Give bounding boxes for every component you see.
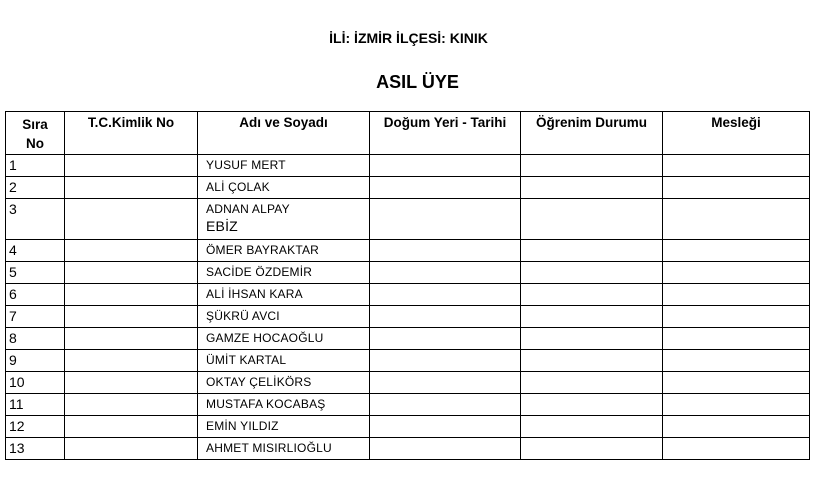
member-name-cell — [198, 350, 370, 372]
member-table — [5, 111, 810, 460]
tc-kimlik-cell — [65, 199, 198, 240]
ogrenim-cell — [521, 240, 663, 262]
meslek-cell — [663, 372, 810, 394]
dogum-cell — [370, 438, 521, 460]
dogum-cell — [370, 306, 521, 328]
column-header-sira-line2: No — [26, 136, 44, 151]
ogrenim-cell — [521, 262, 663, 284]
member-name: ÜMİT KARTAL — [206, 353, 287, 367]
tc-kimlik-cell — [65, 350, 198, 372]
member-name-cell — [198, 199, 370, 240]
member-name: ADNAN ALPAY — [206, 202, 290, 216]
meslek-cell — [663, 416, 810, 438]
column-header-ad-soyad: Adı ve Soyadı — [198, 112, 370, 155]
member-name-cell — [198, 438, 370, 460]
ogrenim-cell — [521, 155, 663, 177]
row-number: 10 — [6, 372, 65, 394]
dogum-cell — [370, 328, 521, 350]
row-number: 8 — [6, 328, 65, 350]
meslek-cell — [663, 262, 810, 284]
meslek-cell — [663, 199, 810, 240]
column-header-meslek: Mesleği — [663, 112, 810, 155]
dogum-cell — [370, 177, 521, 199]
member-name: ALİ İHSAN KARA — [206, 287, 303, 301]
member-name: MUSTAFA KOCABAŞ — [206, 397, 326, 411]
document-header: İLİ: İZMİR İLÇESİ: KINIK — [329, 30, 488, 46]
table-row — [6, 262, 810, 284]
row-number: 11 — [6, 394, 65, 416]
member-name-cell — [198, 284, 370, 306]
column-header-sira-line1: Sıra — [22, 117, 48, 132]
member-name-cell — [198, 416, 370, 438]
tc-kimlik-cell — [65, 155, 198, 177]
member-name-cell — [198, 372, 370, 394]
tc-kimlik-cell — [65, 177, 198, 199]
column-header-ogrenim: Öğrenim Durumu — [521, 112, 663, 155]
table-row — [6, 416, 810, 438]
row-number: 2 — [6, 177, 65, 199]
table-row — [6, 240, 810, 262]
table-row — [6, 438, 810, 460]
meslek-cell — [663, 306, 810, 328]
member-name: ÖMER BAYRAKTAR — [206, 243, 320, 257]
table-row — [6, 350, 810, 372]
row-number: 6 — [6, 284, 65, 306]
dogum-cell — [370, 416, 521, 438]
column-header-sira-no — [6, 112, 65, 155]
member-name-cell — [198, 155, 370, 177]
row-number: 3 — [6, 199, 65, 240]
member-name: ALİ ÇOLAK — [206, 180, 270, 194]
table-row — [6, 155, 810, 177]
page-title: ASIL ÜYE — [376, 72, 459, 92]
ogrenim-cell — [521, 177, 663, 199]
dogum-cell — [370, 350, 521, 372]
member-name-cell — [198, 328, 370, 350]
table-row — [6, 284, 810, 306]
table-row — [6, 199, 810, 240]
member-name: EMİN YILDIZ — [206, 419, 279, 433]
meslek-cell — [663, 438, 810, 460]
member-name: GAMZE HOCAOĞLU — [206, 331, 324, 345]
row-number: 4 — [6, 240, 65, 262]
tc-kimlik-cell — [65, 328, 198, 350]
dogum-cell — [370, 284, 521, 306]
ogrenim-cell — [521, 350, 663, 372]
meslek-cell — [663, 350, 810, 372]
member-name: SACİDE ÖZDEMİR — [206, 265, 313, 279]
meslek-cell — [663, 328, 810, 350]
ogrenim-cell — [521, 438, 663, 460]
member-name: ŞÜKRÜ AVCI — [206, 309, 280, 323]
row-number: 1 — [6, 155, 65, 177]
ogrenim-cell — [521, 306, 663, 328]
tc-kimlik-cell — [65, 306, 198, 328]
row-number: 9 — [6, 350, 65, 372]
tc-kimlik-cell — [65, 438, 198, 460]
member-name: YUSUF MERT — [206, 158, 286, 172]
member-name: OKTAY ÇELİKÖRS — [206, 375, 312, 389]
dogum-cell — [370, 155, 521, 177]
table-body — [6, 155, 810, 460]
column-header-dogum: Doğum Yeri - Tarihi — [370, 112, 521, 155]
table-row — [6, 372, 810, 394]
tc-kimlik-cell — [65, 284, 198, 306]
dogum-cell — [370, 394, 521, 416]
tc-kimlik-cell — [65, 262, 198, 284]
table-row — [6, 394, 810, 416]
tc-kimlik-cell — [65, 372, 198, 394]
table-row — [6, 328, 810, 350]
member-name-cell — [198, 394, 370, 416]
table-row — [6, 306, 810, 328]
tc-kimlik-cell — [65, 416, 198, 438]
dogum-cell — [370, 262, 521, 284]
member-name-cell — [198, 240, 370, 262]
ogrenim-cell — [521, 416, 663, 438]
row-number: 13 — [6, 438, 65, 460]
ogrenim-cell — [521, 328, 663, 350]
tc-kimlik-cell — [65, 394, 198, 416]
member-name-cell — [198, 262, 370, 284]
ogrenim-cell — [521, 372, 663, 394]
column-header-tc-kimlik: T.C.Kimlik No — [65, 112, 198, 155]
table-row — [6, 177, 810, 199]
meslek-cell — [663, 394, 810, 416]
meslek-cell — [663, 240, 810, 262]
table-header-row — [6, 112, 810, 155]
meslek-cell — [663, 155, 810, 177]
dogum-cell — [370, 372, 521, 394]
row-number: 7 — [6, 306, 65, 328]
member-name: AHMET MISIRLIOĞLU — [206, 441, 332, 455]
dogum-cell — [370, 199, 521, 240]
member-name-cell — [198, 306, 370, 328]
ogrenim-cell — [521, 284, 663, 306]
meslek-cell — [663, 177, 810, 199]
tc-kimlik-cell — [65, 240, 198, 262]
ogrenim-cell — [521, 394, 663, 416]
member-name-cell — [198, 177, 370, 199]
row-number: 5 — [6, 262, 65, 284]
meslek-cell — [663, 284, 810, 306]
member-name-line2: EBİZ — [206, 218, 238, 234]
dogum-cell — [370, 240, 521, 262]
row-number: 12 — [6, 416, 65, 438]
ogrenim-cell — [521, 199, 663, 240]
